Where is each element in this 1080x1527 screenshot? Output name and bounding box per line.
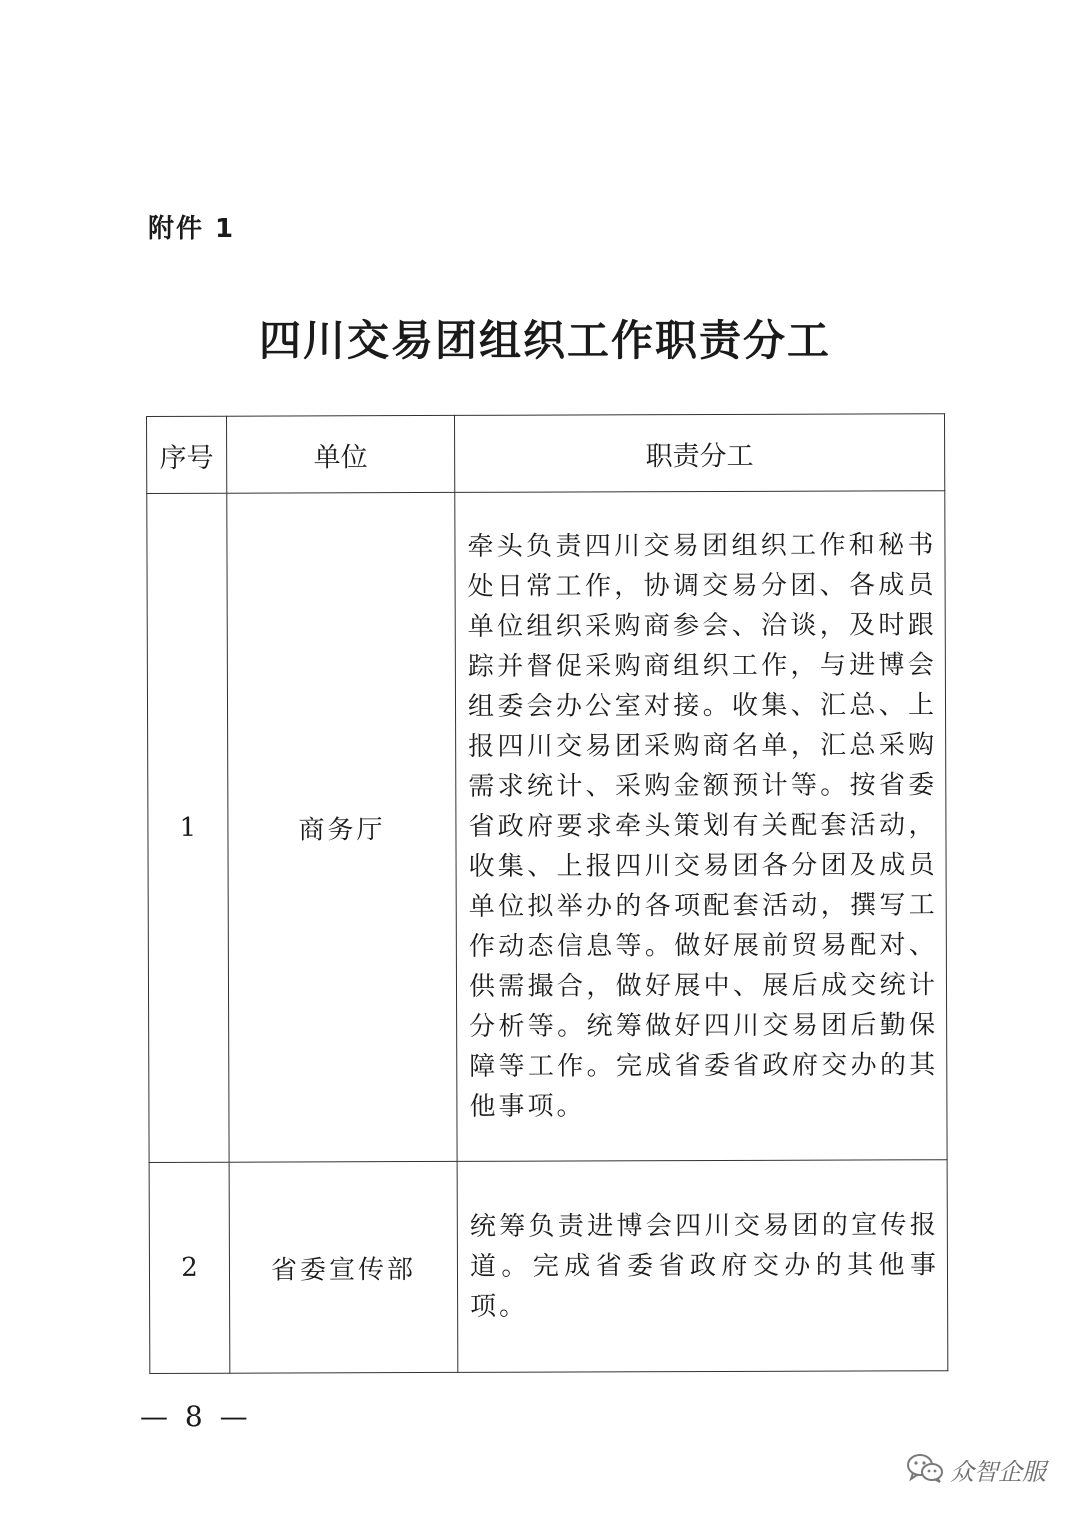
duty-table (146, 413, 948, 1374)
watermark-text: 众智企服 (950, 1458, 1046, 1486)
table-row (149, 1160, 948, 1374)
row-unit: 省委宣传部 (229, 1161, 458, 1373)
row-unit: 商务厅 (227, 492, 457, 1162)
page-number: — 8 — (140, 1400, 252, 1433)
row-number: 2 (149, 1162, 230, 1373)
table-row (147, 491, 947, 1163)
wechat-icon (906, 1453, 944, 1487)
header-unit: 单位 (227, 415, 455, 493)
row-duty: 统筹负责进博会四川交易团的宣传报道。完成省委省政府交办的其他事项。 (457, 1160, 948, 1373)
document-title: 四川交易团组织工作职责分工 (258, 316, 831, 365)
table-header-row (147, 414, 945, 494)
row-number: 1 (147, 493, 229, 1162)
attachment-label: 附件 1 (148, 214, 236, 244)
header-duty: 职责分工 (454, 414, 944, 493)
header-number: 序号 (147, 416, 227, 493)
row-duty: 牵头负责四川交易团组织工作和秘书处日常工作，协调交易分团、各成员单位组织采购商参会、洽谈，及时跟踪并督促采购商组织工作，与进博会组委会办公室对接。收集、汇总、上报四川交易团采购商名单，汇总采购需求统计、采购金额预计等。按省委省政府要求牵头策划有关配套活动，收集、上报四川交易团各分团及成员单位拟举办的各项配套活动，撰写工作动态信息等。做好展前贸易配对、供需撮合，做好展中、展后成交统计分析等。统筹做好四川交易团后勤保障等工作。完成省委省政府交办的其他事项。 (455, 491, 947, 1162)
watermark (906, 1452, 1046, 1487)
